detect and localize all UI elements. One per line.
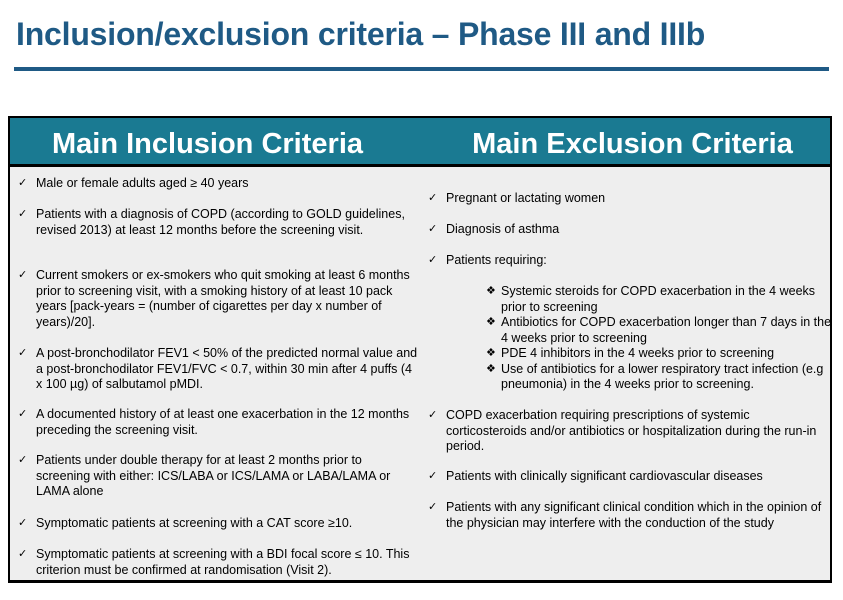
checkmark-icon: ✓ <box>18 517 28 529</box>
inclusion-item: ✓ Male or female adults aged ≥ 40 years <box>18 176 249 190</box>
checkmark-icon: ✓ <box>428 192 438 204</box>
exclusion-item: ✓ Patients requiring: <box>428 253 547 267</box>
sub-list-item: ❖ PDE 4 inhibitors in the 4 weeks prior to screening <box>486 346 775 360</box>
checkmark-icon: ✓ <box>428 409 438 421</box>
exclusion-item: ✓ COPD exacerbation requiring prescriptions of systemic corticosteroids and/or antibiotics or hospitalization during the run-in period. <box>428 408 817 453</box>
diamond-bullet-icon: ❖ <box>486 347 496 359</box>
inclusion-item: ✓ A post-bronchodilator FEV1 < 50% of the predicted normal value and a post-bronchodilator FEV1/FVC < 0.7, within 30 min after 4 puffs (4 x 100 µg) of salbutamol pMDI. <box>18 346 418 391</box>
diamond-bullet-icon: ❖ <box>486 285 496 297</box>
checkmark-icon: ✓ <box>18 269 28 281</box>
exclusion-item: ✓ Diagnosis of asthma <box>428 222 560 236</box>
inclusion-header: Main Inclusion Criteria <box>52 127 363 160</box>
checkmark-icon: ✓ <box>18 177 28 189</box>
table-header <box>10 118 830 167</box>
checkmark-icon: ✓ <box>18 548 28 560</box>
table-bottom-rule <box>8 580 832 583</box>
requiring-sub-list <box>486 284 832 393</box>
inclusion-item: ✓ Patients with a diagnosis of COPD (according to GOLD guidelines, revised 2013) at least 12 months before the screening visit. <box>18 207 405 237</box>
sub-list-item: ❖ Systemic steroids for COPD exacerbation in the 4 weeks prior to screening <box>486 284 816 314</box>
sub-list-item: ❖ Antibiotics for COPD exacerbation longer than 7 days in the 4 weeks prior to screening <box>486 315 832 345</box>
checkmark-icon: ✓ <box>18 454 28 466</box>
inclusion-item: ✓ Symptomatic patients at screening with a CAT score ≥10. <box>18 516 353 530</box>
checkmark-icon: ✓ <box>428 254 438 266</box>
checkmark-icon: ✓ <box>18 347 28 359</box>
inclusion-item: ✓ Current smokers or ex-smokers who quit smoking at least 6 months prior to screening visit, with a smoking history of at least 10 pack years [pack-years = (number of cigarettes per day x number of years)/20]. <box>18 268 410 329</box>
exclusion-item: ✓ Patients with any significant clinical condition which in the opinion of the physician may interfere with the conduction of the study <box>428 500 822 530</box>
checkmark-icon: ✓ <box>18 408 28 420</box>
inclusion-item: ✓ A documented history of at least one exacerbation in the 12 months preceding the screening visit. <box>18 407 410 437</box>
sub-list-item: ❖ Use of antibiotics for a lower respiratory tract infection (e.g pneumonia) in the 4 weeks prior to screening. <box>486 361 824 391</box>
exclusion-item: ✓ Pregnant or lactating women <box>428 191 606 205</box>
page-title: Inclusion/exclusion criteria – Phase III and IIIb <box>16 16 706 52</box>
title-divider <box>14 67 829 71</box>
criteria-table <box>8 116 832 582</box>
inclusion-item: ✓ Symptomatic patients at screening with a BDI focal score ≤ 10. This criterion must be confirmed at randomisation (Visit 2). <box>18 547 410 577</box>
diamond-bullet-icon: ❖ <box>486 316 496 328</box>
inclusion-item: ✓ Patients under double therapy for at least 2 months prior to screening with either: ICS/LABA or ICS/LAMA or LABA/LAMA or LAMA alone <box>18 453 391 498</box>
exclusion-header: Main Exclusion Criteria <box>472 127 793 160</box>
diamond-bullet-icon: ❖ <box>486 362 496 375</box>
checkmark-icon: ✓ <box>428 470 438 482</box>
checkmark-icon: ✓ <box>428 501 438 513</box>
checkmark-icon: ✓ <box>428 223 438 235</box>
checkmark-icon: ✓ <box>18 208 28 220</box>
exclusion-item: ✓ Patients with clinically significant cardiovascular diseases <box>428 469 763 483</box>
